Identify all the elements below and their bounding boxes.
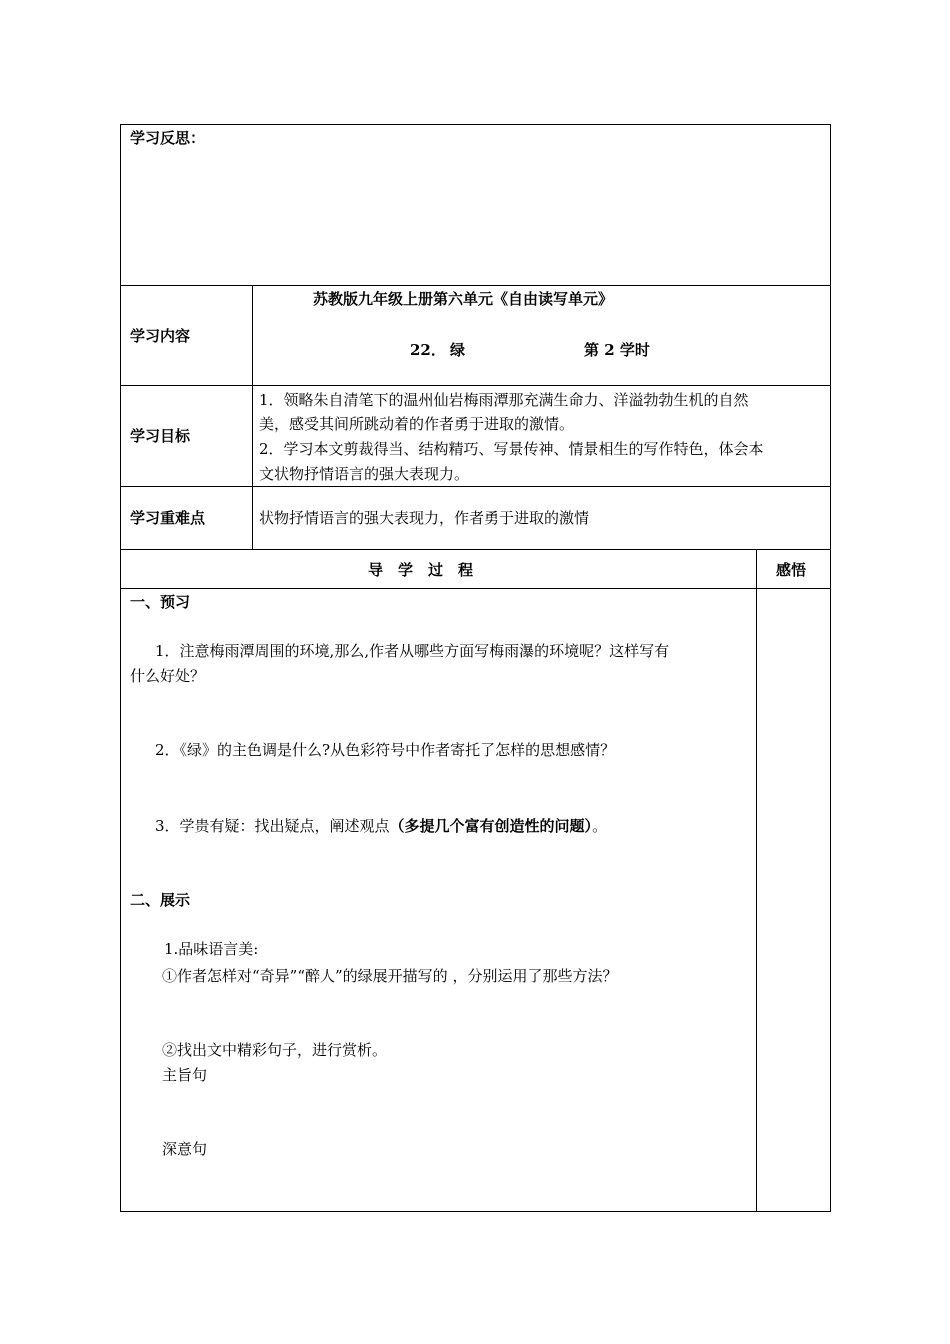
- label-column-divider: [252, 285, 253, 550]
- goal-line: 文状物抒情语言的强大表现力。: [259, 465, 470, 483]
- difficulty-label: 学习重难点: [130, 509, 206, 527]
- goal-line: 1．领略朱自清笔下的温州仙岩梅雨潭那充满生命力、洋溢勃勃生机的自然: [259, 391, 749, 409]
- content-label: 学习内容: [130, 327, 191, 345]
- lesson-title: 绿: [450, 341, 466, 359]
- preview-heading: 一、预习: [130, 593, 191, 611]
- show-item-1: 1.品味语言美:: [164, 940, 259, 958]
- reflection-label: 学习反思：: [130, 129, 206, 147]
- textbook-unit-title: 苏教版九年级上册第六单元《自由读写单元》: [313, 290, 614, 308]
- insight-column-divider: [756, 549, 757, 1212]
- show-sub-1: ①作者怎样对“奇异”“醉人”的绿展开描写的 ，分别运用了那些方法？: [162, 967, 618, 985]
- row-divider: [120, 588, 831, 589]
- goal-line: 美，感受其间所跳动着的作者勇于进取的激情。: [259, 415, 575, 433]
- process-header: 导 学 过 程: [368, 561, 474, 579]
- preview-question-3-end: 。: [592, 817, 608, 835]
- preview-question-3-text: 3．学贵有疑：找出疑点，阐述观点: [155, 817, 390, 835]
- show-heading: 二、展示: [130, 891, 191, 909]
- preview-question-1-cont: 什么好处？: [130, 667, 206, 685]
- preview-question-1: 1．注意梅雨潭周围的环境,那么,作者从哪些方面写梅雨瀑的环境呢？这样写有: [155, 642, 670, 660]
- preview-question-3: [155, 816, 607, 836]
- preview-question-2: 2．《绿》的主色调是什么?从色彩符号中作者寄托了怎样的思想感情？: [155, 741, 616, 759]
- row-divider: [120, 549, 831, 550]
- row-divider: [120, 486, 831, 487]
- goal-line: 2．学习本文剪裁得当、结构精巧、写景传神、情景相生的写作特色，体会本: [259, 440, 764, 458]
- deep-sentence-label: 深意句: [162, 1140, 208, 1158]
- goals-label: 学习目标: [130, 427, 191, 445]
- show-sub-2: ②找出文中精彩句子，进行赏析。: [162, 1041, 388, 1059]
- lesson-number: 22．: [410, 341, 446, 359]
- insight-header: 感悟: [776, 561, 807, 579]
- theme-sentence-label: 主旨句: [162, 1066, 208, 1084]
- difficulty-text: 状物抒情语言的强大表现力，作者勇于进取的激情: [259, 509, 590, 527]
- lesson-period: 第 2 学时: [584, 341, 650, 359]
- preview-question-3-bold: （多提几个富有创造性的问题）: [389, 817, 593, 835]
- row-divider: [120, 285, 831, 286]
- row-divider: [120, 385, 831, 386]
